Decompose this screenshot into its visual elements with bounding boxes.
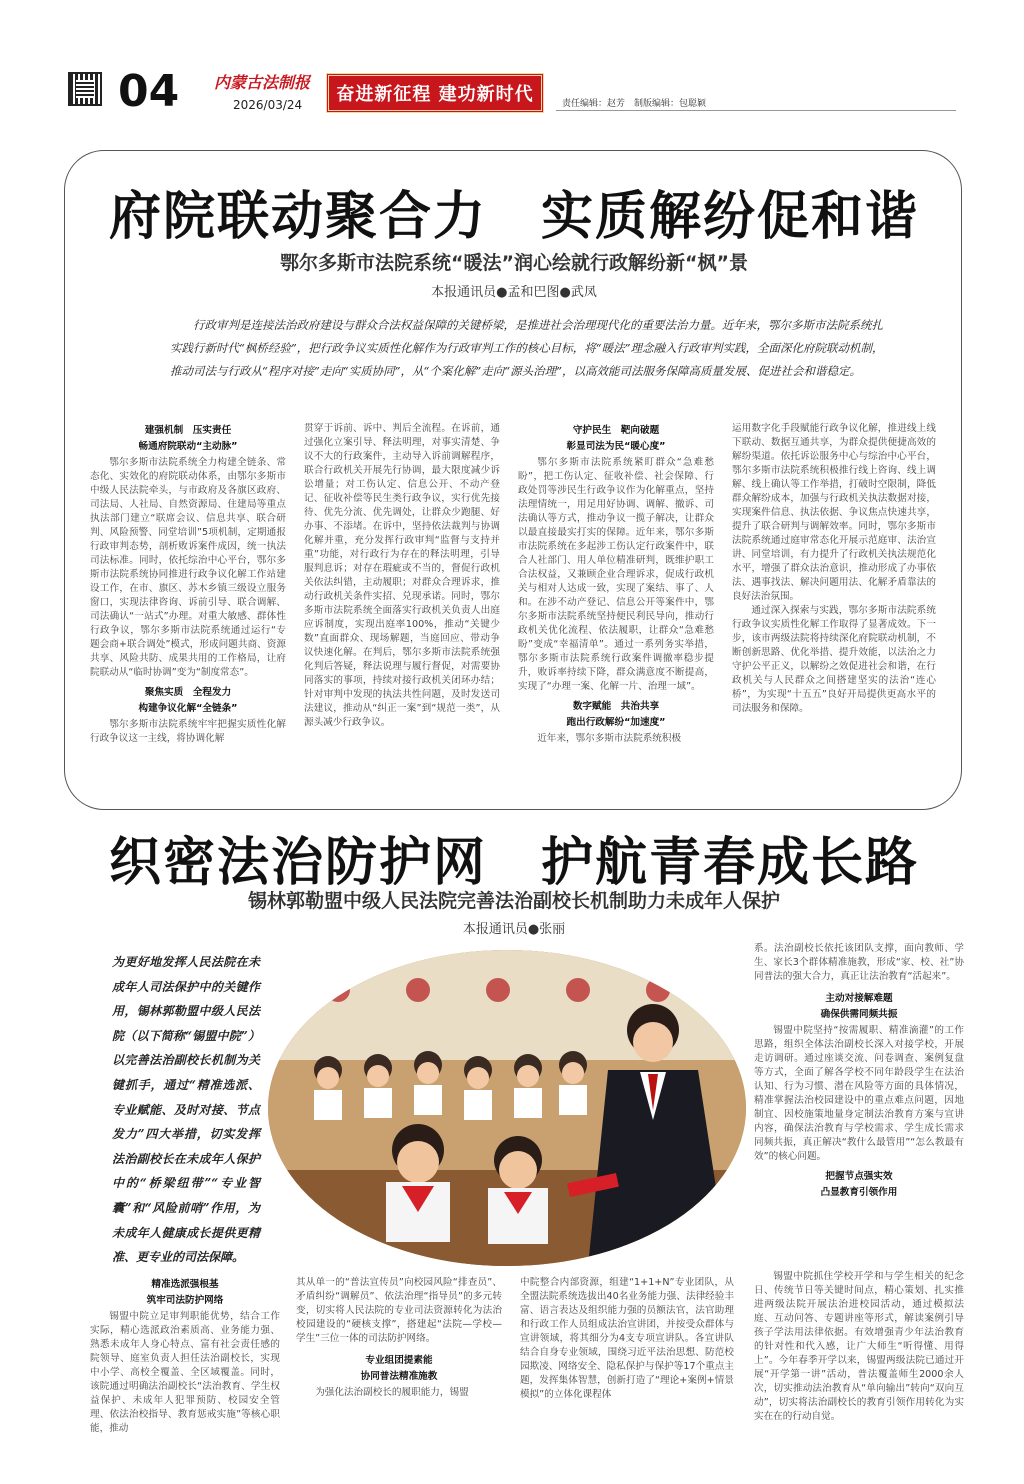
section-heading: 专业组团提素能 <box>365 1355 433 1366</box>
section-heading: 构建争议化解“全链条” <box>138 703 238 714</box>
article1-column-2 <box>304 422 500 806</box>
article1-subtitle: 鄂尔多斯市法院系统“暖法”润心绘就行政解纷新“枫”景 <box>280 252 748 274</box>
article1-column-1 <box>90 422 286 806</box>
article2-column-4b <box>754 1270 964 1470</box>
paragraph: 鄂尔多斯市法院系统紧盯群众“急难愁盼”，把工伤认定、征收补偿、社会保障、行政处罚等涉民生行政争议作为化解重点，坚持法理情统一，用足用好协调、调解、撤诉、司法确认等方式，推动争议一揽子解决，让群众以最直接最实打实的保障。近年来，鄂尔多斯市法院系统在多起涉工伤认定行政案件中，联合人社部门、用人单位精准研判，既维护职工合法权益，又兼顾企业合理诉求，促成行政机关与相对人达成一致，实现了案结、事了、人和。在涉不动产登记、信息公开等案件中，鄂尔多斯市法院系统坚持便民利民导向，推动行政机关优化流程、依法履职，让群众“急难愁盼”变成“幸福清单”。通过一系列务实举措，鄂尔多斯市法院系统行政案件调撤率稳步提升，败诉率持续下降，群众满意度不断提高，实现了“办理一案、化解一片、治理一域”。 <box>518 457 714 692</box>
article1-column-3 <box>518 422 714 806</box>
page-number: 04 <box>118 66 180 117</box>
section-heading: 畅通府院联动“主动脉” <box>138 441 238 452</box>
section-heading: 协同普法精准施教 <box>360 1371 438 1382</box>
slogan-banner: 奋进新征程 建功新时代 <box>326 73 544 113</box>
article2-column-1 <box>90 1276 280 1470</box>
section-heading: 凸显教育引领作用 <box>820 1187 898 1198</box>
paragraph: 近年来，鄂尔多斯市法院系统积极 <box>537 733 682 744</box>
photo-illustration <box>268 950 746 1266</box>
paragraph: 锡盟中院坚持“按需履职、精准滴灌”的工作思路，组织全体法治副校长深入对接学校，开展走访调研。通过座谈交流、问卷调查、案例复盘等方式，全面了解各学校不同年龄段学生在法治认知、行为习惯、潜在风险等方面的具体情况，精准掌握法治校园建设中的重点难点问题，因地制宜、因校施策地量身定制法治教育方案与宣讲内容，确保法治教育与学校需求、学生成长需求同频共振，真正解决“教什么最管用”“怎么教最有效”的核心问题。 <box>754 1025 964 1162</box>
paragraph: 其从单一的“普法宣传员”向校园风险“排查员”、矛盾纠纷“调解员”、依法治理“指导员”的多元转变，切实将人民法院的专业司法资源转化为法治校园建设的“硬核支撑”，搭建起“法院—学校—学生”三位一体的司法防护网络。 <box>296 1277 502 1344</box>
paragraph: 贯穿于诉前、诉中、判后全流程。在诉前，通过强化立案引导、释法明理，对事实清楚、争议不大的行政案件，主动导入诉前调解程序，联合行政机关开展先行协调，最大限度减少诉讼增量；对工伤认定、信息公开、不动产登记、征收补偿等民生类行政争议，实行优先接待、优先分流、优先调处，让群众少跑腿、好办事、不添堵。在诉中，坚持依法裁判与协调化解并重，充分发挥行政审判“监督与支持并重”功能，对行政行为存在的释法明理，引导服判息诉；对存在瑕疵或不当的，督促行政机关依法纠错，主动履职；对群众合理诉求，推动行政机关条件实招、兑现承诺。同时，鄂尔多斯市法院系统全面落实行政机关负责人出庭应诉制度，实现出庭率100%，推动“关键少数”直面群众、现场解题，当庭回应、带动争议快速化解。在判后，鄂尔多斯市法院系统强化判后答疑，释法说理与履行督促，对需要协同落实的事项，持续对接行政机关闭环办结；针对审判中发现的执法共性问题，及时发送司法建议，推动从“纠正一案”到“规范一类”，从源头减少行政争议。 <box>304 423 500 728</box>
article2-subtitle: 锡林郭勒盟中级人民法院完善法治副校长机制助力未成年人保护 <box>247 890 780 912</box>
section-heading: 守护民生 靶向破题 <box>572 425 660 436</box>
section-heading: 精准选派强根基 <box>151 1279 219 1290</box>
article2-column-4 <box>754 942 964 1272</box>
article2-title: 织密法治防护网 护航青春成长路 <box>108 832 919 893</box>
paragraph: 锡盟中院立足审判职能优势，结合工作实际，精心选派政治素质高、业务能力强、熟悉未成年人身心特点、富有社会责任感的院领导、庭室负责人担任法治副校长，实现中小学、高校全覆盖、全区域覆盖。同时，该院通过明确法治副校长“法治教育、学生权益保护、未成年人犯罪预防、校园安全管理、依法治校指导、教育惩戒实施”等核心职能，推动 <box>90 1311 280 1434</box>
paragraph: 通过深入探索与实践，鄂尔多斯市法院系统行政争议实质性化解工作取得了显著成效。下一步，该市两级法院将持续深化府院联动机制，不断创新思路、优化举措、提升效能，以法治之力守护公平正义，以解纷之效促进社会和谐，在行政机关与人民群众之间搭建坚实的法治“连心桥”，为实现“十五五”良好开局提供更高水平的司法服务和保障。 <box>732 605 936 714</box>
article2-lead: 为更好地发挥人民法院在未成年人司法保护中的关键作用，锡林郭勒盟中级人民法院（以下简称“锡盟中院”）以完善法治副校长机制为关键抓手，通过“精准选派、专业赋能、及时对接、节点发力”四大举措，切实发挥法治副校长在未成年人保护中的“桥梁纽带”“专业智囊”和“风险前哨”作用，为未成年人健康成长提供更精准、更专业的司法保障。 <box>112 955 260 1265</box>
paragraph: 鄂尔多斯市法院系统牢牢把握实质性化解行政争议这一主线，将协调化解 <box>90 719 286 744</box>
paragraph: 为强化法治副校长的履职能力，锡盟 <box>315 1387 469 1398</box>
section-heading: 彰显司法为民“暖心度” <box>566 441 666 452</box>
issue-date: 2026/03/24 <box>233 98 303 112</box>
header-rule <box>556 110 956 111</box>
article2-byline: 本报通讯员●张丽 <box>462 922 566 937</box>
section-heading: 数字赋能 共治共享 <box>572 701 660 712</box>
article1-title: 府院联动聚合力 实质解纷促和谐 <box>108 186 919 247</box>
paragraph: 系。法治副校长依托该团队支撑，面向教师、学生、家长3个群体精准施教，形成“家、校、社”协同普法的强大合力，真正让法治教育“活起来”。 <box>754 943 964 982</box>
classroom-photo[interactable] <box>268 950 746 1266</box>
editors-credit: 责任编辑：赵芳 制版编辑：包聪颖 <box>562 99 707 109</box>
paragraph: 中院整合内部资源，组建“1+1+N”专业团队，从全盟法院系统选拔出40名业务能力强、法律经验丰富、语言表达及组织能力强的员额法官，法官助理和行政工作人员组成法治宣讲团，并按受众群体与宣讲领域，将其细分为4支专项宣讲队。各宣讲队结合自身专业领域，围绕习近平法治思想、防范校园欺凌、网络安全、隐私保护与保护等17个重点主题，发挥集体智慧，创新打造了“理论+案例+情景模拟”的立体化课程体 <box>520 1277 734 1400</box>
article1-intro: 行政审判是连接法治政府建设与群众合法权益保障的关键桥梁，是推进社会治理现代化的重要法治力量。近年来，鄂尔多斯市法院系统扎实践行新时代“枫桥经验”，把行政争议实质性化解作为行政审判工作的核心目标，将“暖法”理念融入行政审判实践，全面深化府院联动机制，推动司法与行政从“程序对接”走向“实质协同”，从“个案化解”走向“源头治理”，以高效能司法服务保障高质量发展、促进社会和谐稳定。 <box>170 318 884 378</box>
newspaper-name: 内蒙古法制报 <box>214 73 311 92</box>
article2-column-3 <box>520 1276 734 1470</box>
section-heading: 把握节点强实效 <box>825 1171 893 1182</box>
section-heading: 主动对接解难题 <box>825 993 893 1004</box>
qr-code-icon[interactable] <box>68 72 102 106</box>
section-heading: 筑牢司法防护网络 <box>146 1295 224 1306</box>
section-heading: 确保供需同频共振 <box>820 1009 898 1020</box>
section-heading: 聚焦实质 全程发力 <box>144 687 232 698</box>
paragraph: 鄂尔多斯市法院系统全力构建全链条、常态化、实效化的府院联动体系，由鄂尔多斯市中级人民法院牵头，与市政府及各旗区政府、司法局、人社局、自然资源局、住建局等重点执法部门建立“联席会议、信息共享、联合研判、风险预警、同堂培训”5项机制，定期通报行政审判态势，剖析败诉案件成因，统一执法司法标准。同时，依托综治中心平台，鄂尔多斯市法院系统协同推进行政争议化解工作站建设工作，在市、旗区、苏木乡镇三级设立服务窗口，实现法律咨询、诉前引导、联合调解、司法确认“一站式”办理。对重大敏感、群体性行政争议，鄂尔多斯市法院系统通过运行“专题会商+联合调处”模式，形成问题共商、资源共享、风险共防、成果共用的工作格局，让府院联动从“临时协调”变为“制度常态”。 <box>90 457 286 678</box>
paragraph: 运用数字化手段赋能行政争议化解，推进线上线下联动、数据互通共享，为群众提供便捷高效的解纷渠道。依托诉讼服务中心与综治中心平台，鄂尔多斯市法院系统积极推行线上咨询、线上调解、线上确认等工作举措，打破时空限制，降低群众解纷成本，加强与行政机关执法数据对接，实现案件信息、执法依据、争议焦点快速共享，提升了联合研判与调解效率。同时，鄂尔多斯市法院系统通过庭审常态化开展示范庭审、法治宣讲、同堂培训，有力提升了行政机关执法规范化水平，增强了群众法治意识，推动形成了办事依法、遇事找法、解决问题用法、化解矛盾靠法的良好法治氛围。 <box>732 423 936 602</box>
article1-column-4 <box>732 422 936 806</box>
article2-column-2 <box>296 1276 502 1470</box>
article1-byline: 本报通讯员●孟和巴图●武凤 <box>431 285 597 300</box>
paragraph: 锡盟中院抓住学校开学和与学生相关的纪念日、传统节日等关键时间点，精心策划、扎实推进两级法院开展法治进校园活动，通过模拟法庭、互动问答、专题讲座等形式，解读案例引导孩子学法用法律依据。有效增强青少年法治教育的针对性和代入感，让广大师生“听得懂、用得上”。今年春季开学以来，锡盟两级法院已通过开展“开学第一讲”活动，普法覆盖师生2000余人次，切实推动法治教育从“单向输出”转向“双向互动”，切实将法治副校长的教育引领作用转化为实实在在的行动自觉。 <box>754 1271 964 1422</box>
section-heading: 建强机制 压实责任 <box>144 425 232 436</box>
section-heading: 跑出行政解纷“加速度” <box>566 717 666 728</box>
